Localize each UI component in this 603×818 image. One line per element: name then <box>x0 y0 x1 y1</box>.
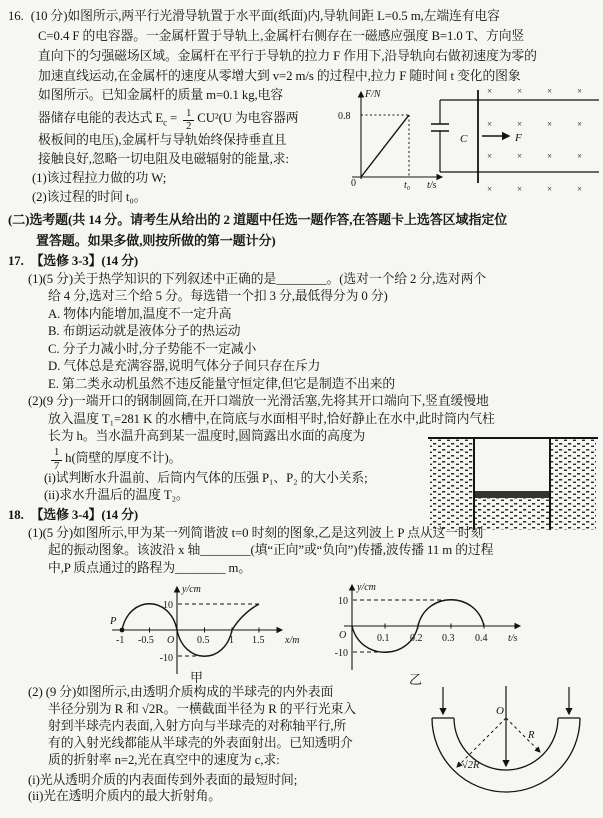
yi-tick-4: 0.4 <box>475 633 488 644</box>
field-cross: × <box>517 86 523 96</box>
field-cross: × <box>577 184 583 194</box>
yi-tick-2: 0.2 <box>410 633 423 644</box>
q17-option-a: A. 物体内能增加,温度不一定升高 <box>48 306 232 321</box>
q18-part1-line2: 起的振动图象。该波沿 x 轴________(填“正向”或“负向”)传播,波传播 11 m 的过程 <box>48 543 494 557</box>
equals-sign: = <box>170 111 178 125</box>
yi-caption: 乙 <box>409 672 423 686</box>
point-p-dot <box>120 628 125 633</box>
q18-part2-line5: 质的折射率 n=2,光在真空中的速度为 c,求: <box>48 753 280 767</box>
force-label: F <box>515 132 522 144</box>
q17-part2-line2: 放入温度 T₁=281 K 的水槽中,在筒底与水面相平时,恰好静止在水中,此时筒内气柱 <box>48 411 495 426</box>
q16-formula-subscript: c <box>163 117 167 128</box>
field-cross: × <box>577 119 583 129</box>
section-note-line2: 置答题。如果多做,则按所做的第一题计分) <box>36 233 276 248</box>
q17-part1-line2: 给 4 分,选对三个给 5 分。每选错一个扣 3 分,最低得分为 0 分) <box>48 289 388 303</box>
radius-r-label: R <box>528 730 535 741</box>
q17-option-b: B. 布朗运动就是液体分子的热运动 <box>48 324 241 338</box>
question-18 <box>8 507 600 577</box>
rail-circuit-diagram <box>426 80 602 198</box>
fraction <box>183 109 194 133</box>
q17-part2-line3: 长为 h。当水温升高到某一温度时,圆筒露出水面的高度为 <box>48 429 366 443</box>
wave-snapshot-graph-jia <box>72 580 330 684</box>
q17-option-e: E. 第二类永动机虽然不违反能量守恒定律,但它是制造不出来的 <box>48 376 396 391</box>
yi-ymax: 10 <box>338 596 348 607</box>
q17-part2-line1: (2)(9 分)一端开口的钢制圆筒,在开口端放一光滑活塞,先将其开口端向下,竖直缓慢地 <box>28 394 489 408</box>
field-cross: × <box>487 184 493 194</box>
field-cross: × <box>547 151 553 161</box>
q17-subquestion-i: (i)试判断水升温前、后筒内气体的压强 P₁、P₂ 的大小关系; <box>44 470 368 485</box>
hemisphere-shell-figure <box>410 684 598 808</box>
q17-number: 17. <box>8 254 24 268</box>
q16-number: 16. <box>8 9 24 23</box>
ft-origin: 0 <box>351 178 356 189</box>
field-cross: × <box>487 86 493 96</box>
jia-tick-3: 0.5 <box>197 635 210 646</box>
field-cross: × <box>517 184 523 194</box>
center-o-label: O <box>496 705 504 717</box>
q16-formula-post: CU²(U 为电容器两 <box>197 111 299 125</box>
capacitor-label: C <box>460 133 468 145</box>
q18-part2-line3: 射到半球壳内表面,入射方向与半球壳的对称轴平行,所 <box>48 719 347 733</box>
field-cross: × <box>547 184 553 194</box>
q18-subquestion-i: (i)光从透明介质的内表面传到外表面的最短时间; <box>28 773 298 787</box>
jia-caption: 甲 <box>190 670 204 684</box>
jia-tick-5: 1.5 <box>252 635 265 646</box>
jia-tick-4: 1 <box>229 635 234 646</box>
q16-narrow-column <box>8 86 328 207</box>
jia-y-axis-label: y/cm <box>182 584 201 595</box>
q16-line5: 如图所示。已知金属杆的质量 m=0.1 kg,电容 <box>38 88 284 102</box>
field-cross: × <box>547 119 553 129</box>
fraction-denominator: 2 <box>186 121 192 132</box>
jia-ymin: -10 <box>159 653 173 664</box>
radius-sqrt2r-label: √2R <box>462 760 480 771</box>
q17-option-c: C. 分子力减小时,分子势能不一定减小 <box>48 341 257 356</box>
yi-tick-3: 0.3 <box>442 633 455 644</box>
q17-subquestion-ii: (ii)求水升温后的温度 T₂。 <box>44 488 189 502</box>
jia-origin: O <box>167 635 175 646</box>
q16-formula-pre: 器储存电能的表达式 E <box>38 111 164 125</box>
q16-line7: 极板间的电压),金属杆与导轨始终保持垂直且 <box>38 133 287 147</box>
jia-tick-1: -1 <box>116 635 125 646</box>
ft-y-axis-label: F/N <box>365 89 381 100</box>
q17-option-d: D. 气体总是充满容器,说明气体分子间只存在斥力 <box>48 359 321 373</box>
piston <box>475 491 549 498</box>
force-line <box>361 115 409 177</box>
field-cross: × <box>487 119 493 129</box>
q17-heading <box>8 253 600 271</box>
q16-line4: 加速直线运动,在金属杆的速度从零增大到 v=2 m/s 的过程中,拉力 F 随时间 t 变化的图象 <box>38 69 521 83</box>
field-cross: × <box>577 151 583 161</box>
q17-part2-line4-text: h(筒壁的厚度不计)。 <box>65 450 182 465</box>
q16-line2: C=0.4 F 的电容器。一金属杆置于导轨上,金属杆右侧存在一磁感应强度 B=1.0 T、方向竖 <box>38 29 525 43</box>
q18-part1-line1: (1)(5 分)如图所示,甲为某一列简谐波 t=0 时刻的图象,乙是这列波上 P 点从这一时刻 <box>28 525 484 540</box>
field-cross: × <box>577 86 583 96</box>
jia-tick-2: -0.5 <box>138 635 154 646</box>
ft-x-axis-label: t/s <box>427 180 437 191</box>
ft-y-tick: 0.8 <box>338 111 351 122</box>
yi-tick-1: 0.1 <box>377 633 390 644</box>
q16-line8: 接触良好,忽略一切电阻及电磁辐射的能量,求: <box>38 152 289 166</box>
q18-part2-line4: 有的入射光线都能从半球壳的外表面射出。已知透明介 <box>48 736 353 750</box>
ft-x-tick: t₀ <box>404 180 411 191</box>
field-cross: × <box>517 151 523 161</box>
q18-heading <box>8 507 600 525</box>
air-column <box>475 439 549 491</box>
q18-part1-line3: 中,P 质点通过的路程为________ m。 <box>48 560 252 575</box>
q18-part2-line2: 半径分别为 R 和 √2R。一横截面半径为 R 的平行光束入 <box>48 702 356 716</box>
yi-y-axis-label: y/cm <box>357 582 376 593</box>
question-18-part2 <box>8 684 418 769</box>
q16-subquestion-2: (2)该过程的时间 t₀。 <box>32 190 147 204</box>
fraction-denominator: 7 <box>54 460 60 472</box>
q18-part2-line1: (2) (9 分)如图所示,由透明介质构成的半球壳的内外表面 <box>28 685 334 699</box>
jia-x-axis-label: x/m <box>285 635 300 646</box>
q18-subquestion-ii: (ii)光在透明介质内的最大折射角。 <box>28 789 221 803</box>
vibration-graph-yi <box>314 578 546 686</box>
q16-line6-formula <box>8 105 328 131</box>
field-cross: × <box>487 151 493 161</box>
fraction <box>51 448 62 472</box>
q16-line3: 直向下的匀强磁场区域。金属杆在平行于导轨的拉力 F 作用下,沿导轨向右做初速度为零的 <box>38 49 537 63</box>
q16-line1-text: (10 分)如图所示,两平行光滑导轨置于水平面(纸面)内,导轨间距 L=0.5 m,左端连有电容 <box>30 9 500 23</box>
optional-section-note <box>8 209 600 251</box>
jia-ymax: 10 <box>163 600 173 611</box>
magnetic-field-crosses <box>487 86 582 194</box>
q17-title: 【选修 3-3】(14 分) <box>30 254 139 268</box>
q17-part1-line1: (1)(5 分)关于热学知识的下列叙述中正确的是________。(选对一个给 2 分,选对两个 <box>28 271 486 286</box>
q16-line1 <box>8 6 600 26</box>
q16-subquestion-1: (1)该过程拉力做的功 W; <box>32 171 167 185</box>
fraction-numerator: 1 <box>183 109 194 122</box>
point-p-label: P <box>110 616 117 627</box>
yi-origin: O <box>339 630 347 641</box>
fraction-numerator: 1 <box>51 448 62 461</box>
field-cross: × <box>547 86 553 96</box>
yi-ymin: -10 <box>334 648 348 659</box>
yi-t-axis-label: t/s <box>508 633 518 644</box>
q18-number: 18. <box>8 508 24 522</box>
field-cross: × <box>517 119 523 129</box>
q18-title: 【选修 3-4】(14 分) <box>30 508 139 522</box>
radius-r-dashed <box>506 718 540 752</box>
section-note-line1: (二)选考题(共 14 分。请考生从给出的 2 道题中任选一题作答,在答题卡上选答区域指定位 <box>8 212 508 227</box>
